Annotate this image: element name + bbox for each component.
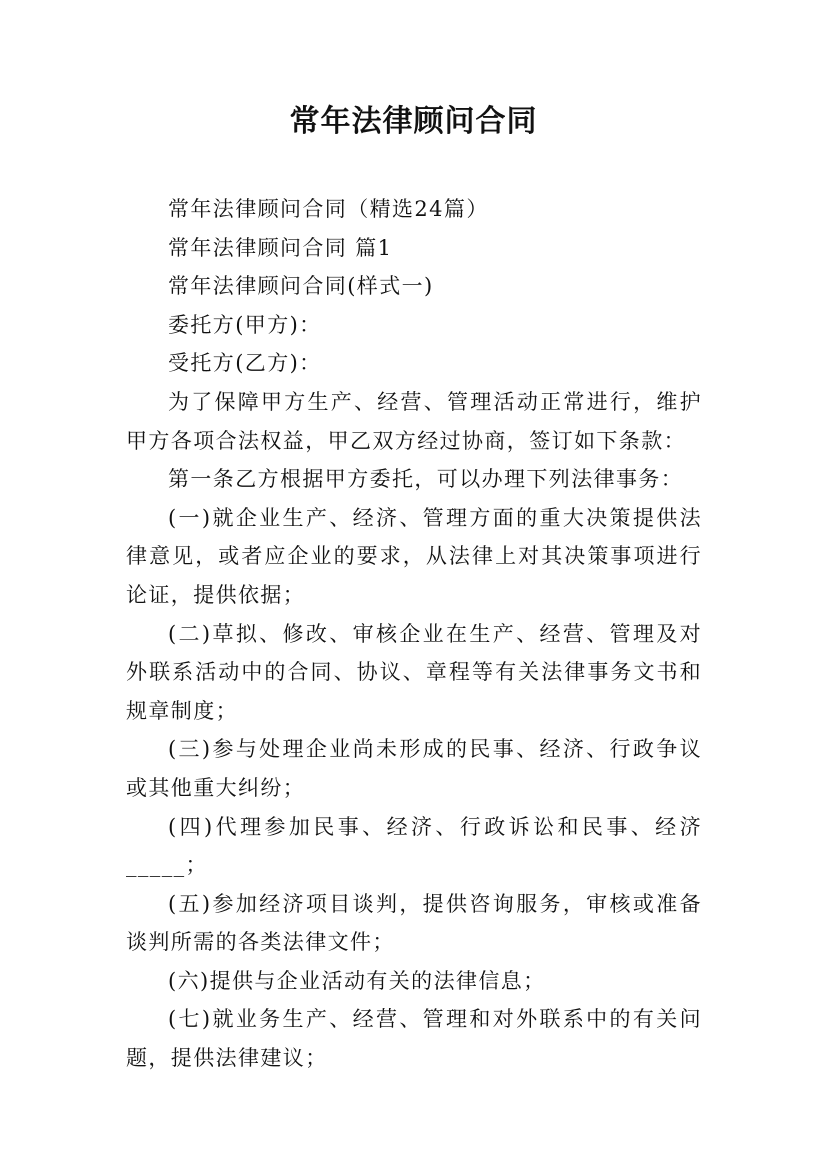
paragraph-preamble: 为了保障甲方生产、经营、管理活动正常进行，维护甲方各项合法权益，甲乙双方经过协商，签订如下条款： bbox=[126, 389, 702, 453]
document-body bbox=[126, 190, 702, 1078]
paragraph-item-7: (七)就业务生产、经营、管理和对外联系中的有关问题，提供法律建议； bbox=[126, 1007, 702, 1071]
paragraph-section-heading: 常年法律顾问合同 篇1 bbox=[168, 235, 393, 260]
paragraph-item-4: (四)代理参加民事、经济、行政诉讼和民事、经济_____； bbox=[126, 814, 702, 878]
paragraph-item-2: (二)草拟、修改、审核企业在生产、经营、管理及对外联系活动中的合同、协议、章程等有关法律事务文书和规章制度； bbox=[126, 621, 702, 723]
paragraph-item-3: (三)参与处理企业尚未形成的民事、经济、行政争议或其他重大纠纷； bbox=[126, 737, 702, 800]
document-title: 常年法律顾问合同 bbox=[289, 104, 538, 139]
paragraph-item-5: (五)参加经济项目谈判，提供咨询服务，审核或准备谈判所需的各类法律文件； bbox=[126, 891, 702, 955]
paragraph-item-6: (六)提供与企业活动有关的法律信息； bbox=[168, 968, 546, 993]
paragraph-item-1: (一)就企业生产、经济、管理方面的重大决策提供法律意见，或者应企业的要求，从法律上对其决策事项进行论证，提供依据； bbox=[126, 505, 702, 607]
paragraph-party-a: 委托方(甲方)： bbox=[168, 312, 322, 337]
paragraph-collection-title: 常年法律顾问合同（精选24篇） bbox=[168, 197, 489, 221]
paragraph-party-b: 受托方(乙方)： bbox=[168, 351, 322, 376]
paragraph-article-1: 第一条乙方根据甲方委托，可以办理下列法律事务： bbox=[168, 467, 684, 492]
paragraph-contract-style: 常年法律顾问合同(样式一) bbox=[168, 274, 434, 299]
